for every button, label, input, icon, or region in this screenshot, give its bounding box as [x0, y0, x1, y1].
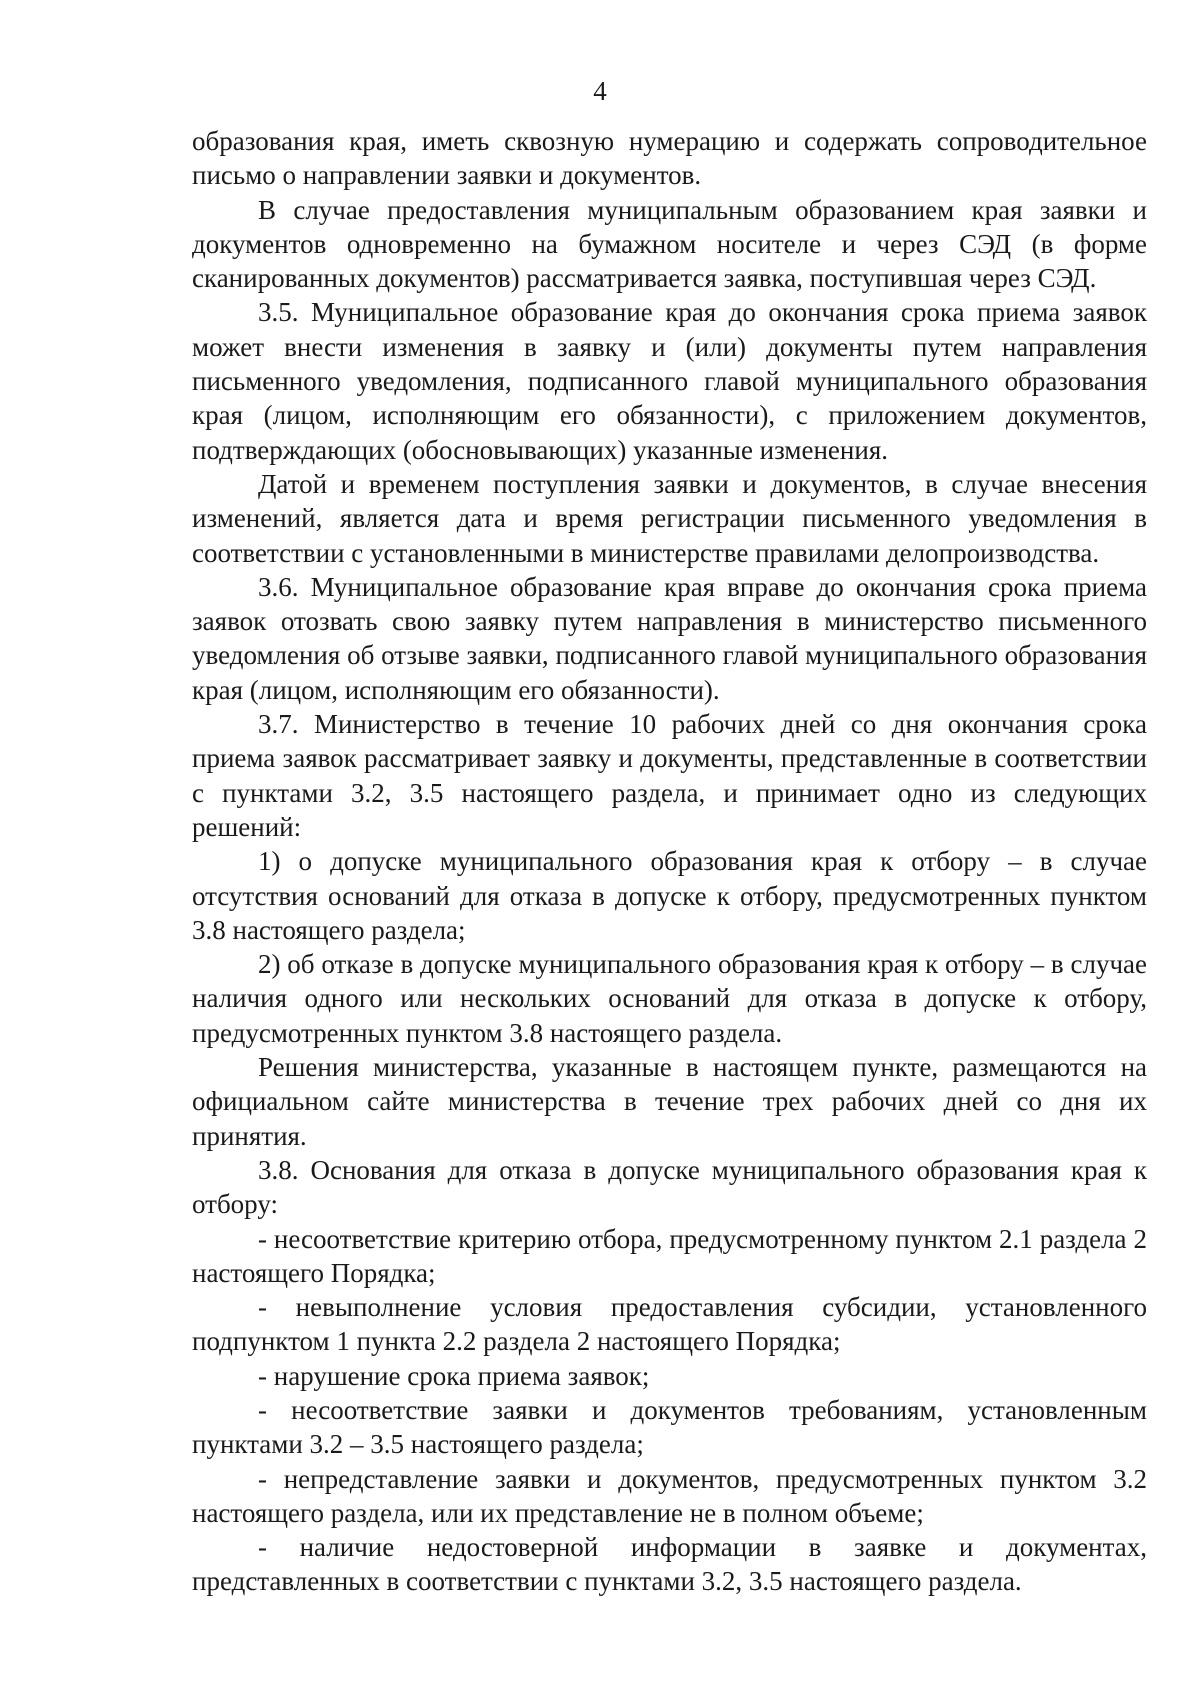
paragraph-3-6: 3.6. Муниципальное образование края вправе до окончания срока приема заявок отозвать свою заявку путем направления в министерство письменного уведомления об отзыве заявки, подписанного главой муниципального образования края (лицом, исполняющим его обязанности). [192, 571, 1147, 705]
list-item-ground: - невыполнение условия предоставления субсидии, установленного подпунктом 1 пункта 2.2 раздела 2 настоящего Порядка; [192, 1292, 1147, 1357]
list-item-ground: - непредставление заявки и документов, предусмотренных пунктом 3.2 настоящего раздела, или их представление не в полном объеме; [192, 1463, 1147, 1528]
paragraph: Решения министерства, указанные в настоящем пункте, размещаются на официальном сайте министерства в течение трех рабочих дней со дня их принятия. [192, 1052, 1147, 1151]
page-number: 4 [593, 76, 607, 106]
list-item-decision-2: 2) об отказе в допуске муниципального образования края к отбору – в случае наличия одного или нескольких оснований для отказа в допуске к отбору, предусмотренных пунктом 3.8 настоящего раздела. [192, 949, 1147, 1048]
document-body [192, 124, 1147, 1599]
list-item-ground: - нарушение срока приема заявок; [258, 1360, 650, 1391]
paragraph: В случае предоставления муниципальным образованием края заявки и документов одновременно на бумажном носителе и через СЭД (в форме сканированных документов) рассматривается заявка, поступившая через СЭД. [192, 194, 1147, 294]
paragraph: образования края, иметь сквозную нумерацию и содержать сопроводительное письмо о направлении заявки и документов. [192, 126, 1147, 191]
paragraph-3-8: 3.8. Основания для отказа в допуске муниципального образования края к отбору: [192, 1154, 1147, 1220]
list-item-ground: - несоответствие заявки и документов требованиям, установленным пунктами 3.2 – 3.5 настоящего раздела; [192, 1394, 1147, 1460]
paragraph: Датой и временем поступления заявки и документов, в случае внесения изменений, является дата и время регистрации письменного уведомления в соответствии с установленными в министерстве правилами делопроизводства. [192, 468, 1147, 568]
paragraph-3-5: 3.5. Муниципальное образование края до окончания срока приема заявок может внести изменения в заявку и (или) документы путем направления письменного уведомления, подписанного главой муниципального образования края (лицом, исполняющим его обязанности), с приложением документов, подтверждающих (обосновывающих) указанные изменения. [192, 297, 1147, 465]
paragraph-3-7: 3.7. Министерство в течение 10 рабочих дней со дня окончания срока приема заявок рассматривает заявку и документы, представленные в соответствии с пунктами 3.2, 3.5 настоящего раздела, и принимает одно из следующих решений: [192, 709, 1147, 842]
list-item-decision-1: 1) о допуске муниципального образования края к отбору – в случае отсутствия оснований для отказа в допуске к отбору, предусмотренных пунктом 3.8 настоящего раздела; [192, 846, 1147, 945]
list-item-ground: - наличие недостоверной информации в заявке и документах, представленных в соответствии с пунктами 3.2, 3.5 настоящего раздела. [192, 1532, 1147, 1597]
list-item-ground: - несоответствие критерию отбора, предусмотренному пунктом 2.1 раздела 2 настоящего Порядка; [192, 1223, 1147, 1288]
